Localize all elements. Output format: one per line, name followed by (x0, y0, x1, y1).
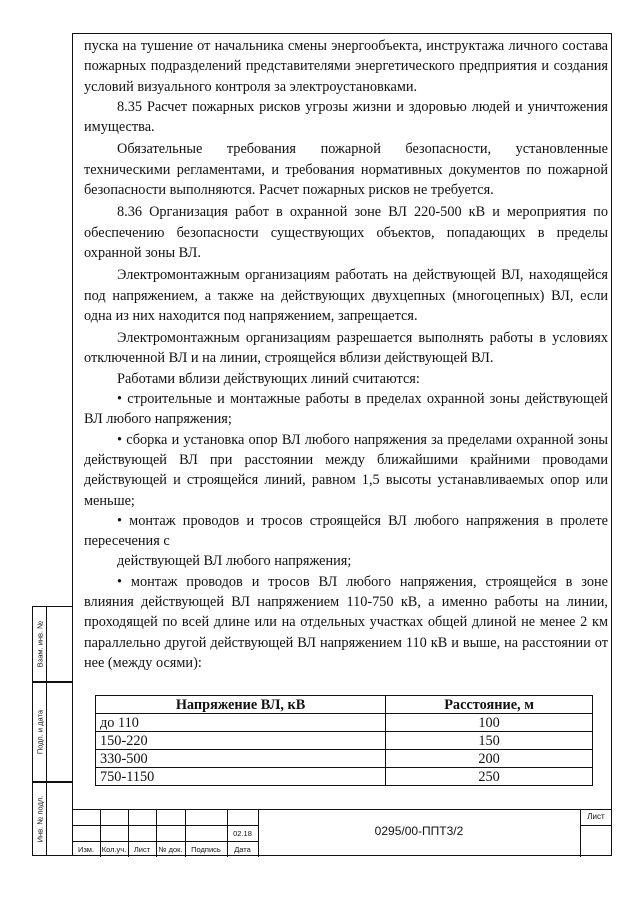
document-code: 0295/00-ППТ3/2 (374, 824, 464, 838)
stamp-col-count: Кол.уч. (101, 845, 127, 854)
bullet-item: • монтаж проводов и тросов ВЛ любого напряжения, строящейся в зоне влияния действующей ВЛ напряжением 110-750 кВ, а именно работы на линии, проходящей по всей длине или на отдельных участках общей длиной не менее 2 км параллельно другой действующей ВЛ напряжением 110 кВ и выше, на расстоянии от нее (между осями): (84, 573, 608, 671)
stamp-col-signature: Подпись (191, 845, 221, 854)
paragraph: Работами вблизи действующих линий считаются: (117, 370, 420, 387)
table-row (96, 732, 593, 750)
stamp-date-value: 02.18 (233, 829, 252, 838)
distance-cell: 150 (386, 732, 593, 750)
bullet-item: • монтаж проводов и тросов строящейся ВЛ любого напряжения в пролете пересечения с (84, 512, 608, 550)
table-row (96, 768, 593, 786)
column-header-voltage: Напряжение ВЛ, кВ (96, 696, 386, 714)
distance-cell: 100 (386, 714, 593, 732)
side-block-original-inv (32, 782, 72, 856)
side-block-replacement-inv (32, 606, 72, 682)
column-header-distance: Расстояние, м (386, 696, 593, 714)
side-block-signature-date (32, 682, 72, 782)
document-body (84, 36, 608, 673)
distance-table (95, 695, 593, 786)
paragraph: Обязательные требования пожарной безопасности, установленные техническими регламентами, и требования нормативных документов по пожарной безопасности выполняются. Расчет пожарных рисков не требуется. (84, 141, 608, 199)
title-block (72, 809, 612, 857)
side-label-replacement-inv: Взам. инв. № (35, 620, 44, 668)
stamp-col-date: Дата (234, 845, 251, 854)
table-row (96, 714, 593, 732)
paragraph: 8.36 Организация работ в охранной зоне ВЛ 220-500 кВ и мероприятия по обеспечению безопасности существующих объектов, попадающих в пределы охранной зоны ВЛ. (84, 204, 608, 261)
paragraph: Электромонтажным организациям разрешается выполнять работы в условиях отключенной ВЛ и на линии, строящейся вблизи действующей ВЛ. (84, 330, 608, 367)
voltage-cell: 750-1150 (96, 768, 386, 786)
paragraph: Электромонтажным организациям работать на действующей ВЛ, находящейся под напряжением, а также на действующих двухцепных (многоцепных) ВЛ, если одна из них находится под напряжением, запрещается. (84, 267, 608, 324)
stamp-col-change: Изм. (77, 845, 95, 854)
paragraph: пуска на тушение от начальника смены энергообъекта, инструктажа личного состава пожарных подразделений представителями энергетического предприятия и создания условий визуального контроля за электроустановками. (84, 38, 608, 95)
distance-cell: 250 (386, 768, 593, 786)
table-row (96, 750, 593, 768)
table-header-row (96, 696, 593, 714)
paragraph: 8.35 Расчет пожарных рисков угрозы жизни и здоровью людей и уничтожения имущества. (84, 98, 608, 136)
stamp-col-sheet: Лист (133, 845, 151, 854)
bullet-item: • строительные и монтажные работы в пределах охранной зоны действующей ВЛ любого напряжения; (84, 391, 608, 428)
sheet-label: Лист (587, 812, 605, 821)
voltage-cell: до 110 (96, 714, 386, 732)
stamp-col-doc-number: № док. (158, 845, 183, 854)
distance-cell: 200 (386, 750, 593, 768)
bullet-item: • сборка и установка опор ВЛ любого напряжения за пределами охранной зоны действующей ВЛ при расстоянии между ближайшими крайними проводами действующей и строящейся линий, равном 1,5 высоты устанавливаемых опор или меньше; (84, 431, 608, 509)
side-label-signature-date: Подп. и дата (35, 709, 44, 755)
voltage-cell: 150-220 (96, 732, 386, 750)
voltage-cell: 330-500 (96, 750, 386, 768)
side-label-original-inv: Инв. № подл. (35, 795, 44, 843)
paragraph: действующей ВЛ любого напряжения; (117, 553, 352, 570)
